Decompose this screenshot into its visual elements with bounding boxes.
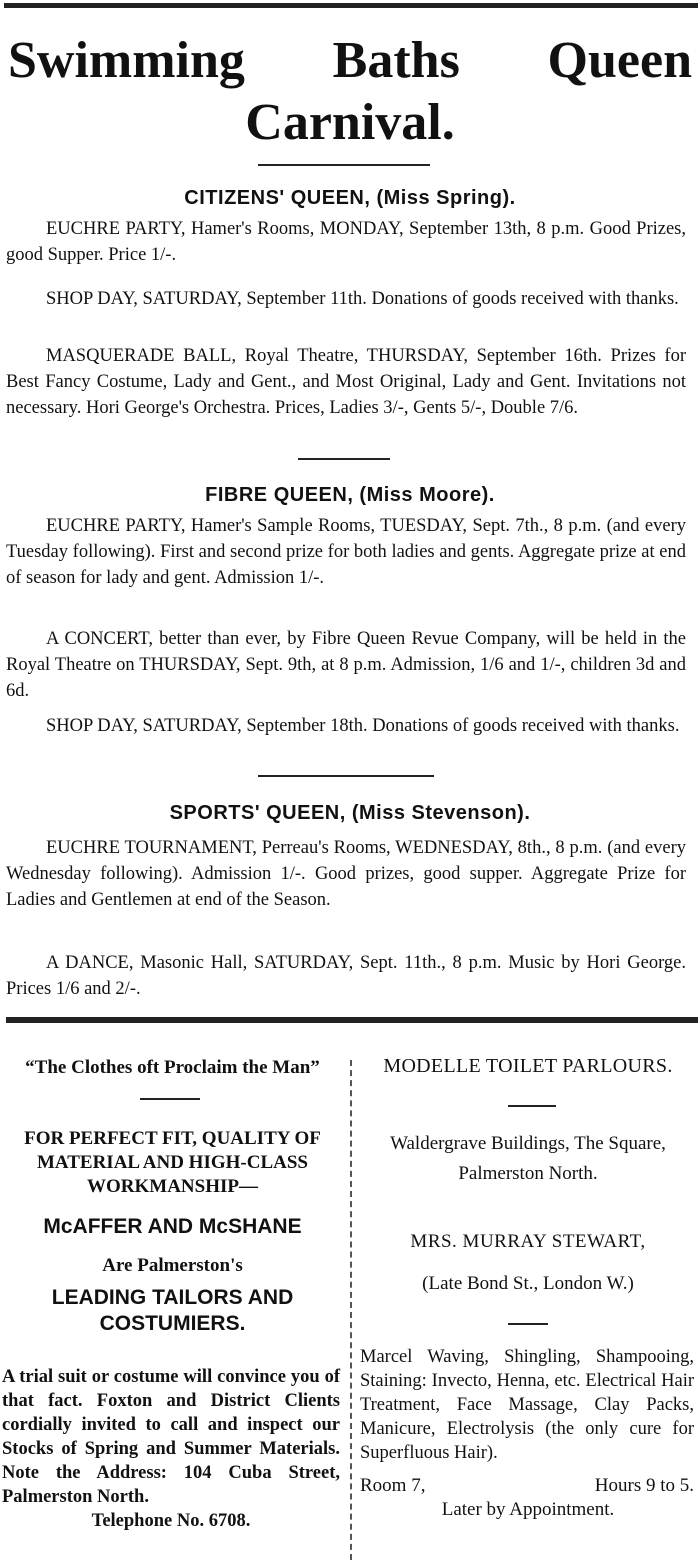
ad-quality-line: WORKMANSHIP—: [87, 1176, 258, 1197]
ad-slogan: “The Clothes oft Proclaim the Man”: [25, 1057, 320, 1078]
paragraph: EUCHRE PARTY, Hamer's Sample Rooms, TUESDAY, Sept. 7th., 8 p.m. (and every Tuesday following). First and second prize for both ladies and gents. Aggregate prize at end of season for lady and gent. Admission 1/-.: [6, 516, 686, 588]
paragraph: A DANCE, Masonic Hall, SATURDAY, Sept. 11th., 8 p.m. Music by Hori George. Prices 1/6 and 2/-.: [6, 953, 686, 999]
ad-proprietor-note: (Late Bond St., London W.): [422, 1273, 634, 1294]
top-rule: [4, 3, 698, 8]
column-divider: [350, 1060, 352, 1560]
paragraph: SHOP DAY, SATURDAY, September 11th. Donations of goods received with thanks.: [46, 289, 679, 309]
ad-address-line: Palmerston North.: [458, 1163, 598, 1184]
ad-quality-line: MATERIAL AND HIGH-CLASS: [37, 1152, 308, 1173]
ad-proprietor: MRS. MURRAY STEWART,: [410, 1231, 646, 1252]
paragraph: EUCHRE TOURNAMENT, Perreau's Rooms, WEDNESDAY, 8th., 8 p.m. (and every Wednesday following). Admission 1/-. Good prizes, good supper. Aggregate Prize for Ladies and Gentlemen at end of the Season.: [6, 838, 686, 910]
paragraph: A CONCERT, better than ever, by Fibre Queen Revue Company, will be held in the Royal Theatre on THURSDAY, Sept. 9th, at 8 p.m. Admission, 1/6 and 1/-, children 3d and 6d.: [6, 629, 686, 701]
ad-quality-line: FOR PERFECT FIT, QUALITY OF: [24, 1128, 321, 1149]
section-heading-citizens: CITIZENS' QUEEN, (Miss Spring).: [184, 187, 516, 209]
ad-hours: Hours 9 to 5.: [594, 1475, 694, 1496]
paragraph: EUCHRE PARTY, Hamer's Rooms, MONDAY, September 13th, 8 p.m. Good Prizes, good Supper. Price 1/-.: [6, 219, 686, 265]
ad-firm-name: McAFFER AND McSHANE: [43, 1215, 302, 1238]
ad-body-text: [2, 1365, 340, 1533]
ad-appointment: Later by Appointment.: [441, 1499, 615, 1520]
ad-business-name: MODELLE TOILET PARLOURS.: [383, 1055, 673, 1077]
section-divider: [258, 164, 430, 166]
ad-leading-text: [0, 1285, 345, 1337]
ad-divider: [508, 1105, 556, 1107]
paragraph: MASQUERADE BALL, Royal Theatre, THURSDAY, September 16th. Prizes for Best Fancy Costume, Lady and Gent., and Most Original, Lady and Gent. Invitations not necessary. Hori George's Orchestra. Prices, Ladies 3/-, Gents 5/-, Double 7/6.: [6, 346, 686, 418]
ad-telephone: Telephone No. 6708.: [91, 1511, 251, 1531]
ad-address: [358, 1129, 698, 1189]
title-line-1: Swimming Baths Queen: [8, 32, 692, 89]
ad-tagline: Are Palmerston's: [102, 1255, 243, 1276]
section-heading-fibre: FIBRE QUEEN, (Miss Moore).: [205, 484, 495, 506]
section-divider: [298, 458, 390, 460]
title-line-2: Carnival.: [245, 94, 455, 151]
ad-quality-text: [0, 1127, 345, 1199]
paragraph: SHOP DAY, SATURDAY, September 18th. Donations of goods received with thanks.: [46, 716, 680, 736]
ad-divider: [140, 1098, 200, 1100]
ad-room-hours: [360, 1475, 694, 1497]
section-heading-sports: SPORTS' QUEEN, (Miss Stevenson).: [169, 802, 531, 824]
ad-address-line: Waldergrave Buildings, The Square,: [390, 1133, 666, 1154]
ad-divider: [508, 1323, 548, 1325]
ad-room: Room 7,: [360, 1475, 426, 1496]
ad-leading-line: LEADING TAILORS AND: [51, 1286, 294, 1309]
ad-leading-line: COSTUMIERS.: [99, 1312, 246, 1335]
section-divider: [258, 775, 434, 777]
middle-rule: [6, 1017, 698, 1023]
ad-body: A trial suit or costume will convince you of that fact. Foxton and District Clients cordially invited to call and inspect our Stocks of Spring and Summer Materials. Note the Address: 104 Cuba Street, Palmerston North.: [2, 1367, 340, 1507]
ad-services: Marcel Waving, Shingling, Shampooing, Staining: Invecto, Henna, etc. Electrical Hair Treatment, Face Massage, Clay Packs, Manicure, Electrolysis (the only cure for Superfluous Hair).: [360, 1347, 694, 1463]
page-title: [0, 30, 700, 154]
